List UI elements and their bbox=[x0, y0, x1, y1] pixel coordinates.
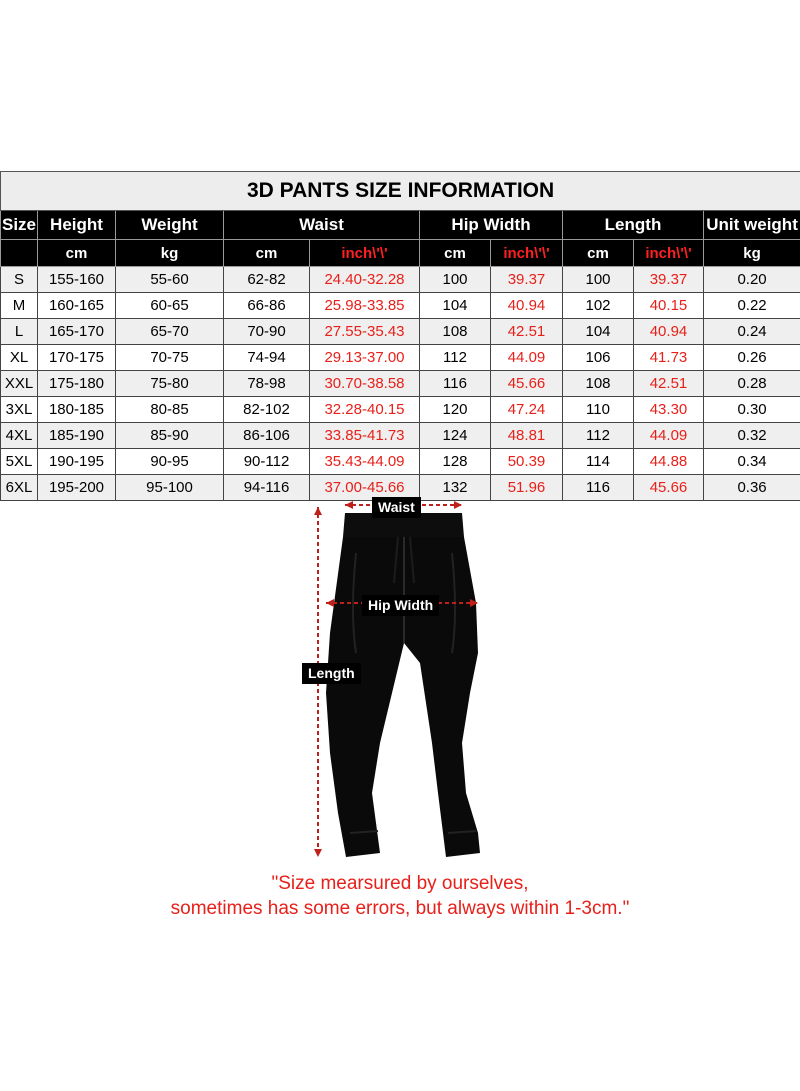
table-cell: 90-95 bbox=[116, 449, 224, 475]
unit-weight: kg bbox=[116, 240, 224, 267]
table-cell: 160-165 bbox=[38, 293, 116, 319]
table-cell: 66-86 bbox=[224, 293, 310, 319]
table-cell: 86-106 bbox=[224, 423, 310, 449]
table-row bbox=[1, 293, 800, 319]
table-cell: 0.22 bbox=[704, 293, 800, 319]
unit-length-inch: inch\'\' bbox=[634, 240, 704, 267]
unit-unit-weight: kg bbox=[704, 240, 800, 267]
table-cell: 55-60 bbox=[116, 267, 224, 293]
table-cell: XXL bbox=[1, 371, 38, 397]
size-table bbox=[0, 171, 800, 501]
table-cell: 116 bbox=[563, 475, 634, 501]
table-cell: 50.39 bbox=[491, 449, 563, 475]
note-line-1: "Size mearsured by ourselves, bbox=[271, 873, 529, 894]
table-cell: 112 bbox=[563, 423, 634, 449]
table-row bbox=[1, 319, 800, 345]
header-size: Size bbox=[1, 211, 38, 240]
table-cell: 5XL bbox=[1, 449, 38, 475]
table-cell: 108 bbox=[563, 371, 634, 397]
table-cell: 104 bbox=[420, 293, 491, 319]
unit-waist-inch: inch\'\' bbox=[310, 240, 420, 267]
table-cell: 43.30 bbox=[634, 397, 704, 423]
table-cell: 41.73 bbox=[634, 345, 704, 371]
table-cell: 95-100 bbox=[116, 475, 224, 501]
table-cell: 195-200 bbox=[38, 475, 116, 501]
table-cell: 40.94 bbox=[634, 319, 704, 345]
unit-waist-cm: cm bbox=[224, 240, 310, 267]
unit-hip-cm: cm bbox=[420, 240, 491, 267]
unit-size-blank bbox=[1, 240, 38, 267]
table-cell: 70-90 bbox=[224, 319, 310, 345]
table-cell: 45.66 bbox=[634, 475, 704, 501]
table-cell: 74-94 bbox=[224, 345, 310, 371]
table-cell: 128 bbox=[420, 449, 491, 475]
table-cell: 51.96 bbox=[491, 475, 563, 501]
table-cell: 0.20 bbox=[704, 267, 800, 293]
table-cell: 42.51 bbox=[634, 371, 704, 397]
table-cell: 132 bbox=[420, 475, 491, 501]
table-cell: 44.88 bbox=[634, 449, 704, 475]
table-cell: 124 bbox=[420, 423, 491, 449]
table-cell: 44.09 bbox=[491, 345, 563, 371]
header-height: Height bbox=[38, 211, 116, 240]
table-cell: 30.70-38.58 bbox=[310, 371, 420, 397]
table-cell: 70-75 bbox=[116, 345, 224, 371]
table-cell: 42.51 bbox=[491, 319, 563, 345]
table-cell: 60-65 bbox=[116, 293, 224, 319]
header-waist: Waist bbox=[224, 211, 420, 240]
table-cell: 0.34 bbox=[704, 449, 800, 475]
table-cell: M bbox=[1, 293, 38, 319]
table-cell: 102 bbox=[563, 293, 634, 319]
table-cell: 116 bbox=[420, 371, 491, 397]
table-cell: 33.85-41.73 bbox=[310, 423, 420, 449]
table-row bbox=[1, 371, 800, 397]
header-row bbox=[1, 211, 800, 240]
table-cell: 0.32 bbox=[704, 423, 800, 449]
table-cell: 35.43-44.09 bbox=[310, 449, 420, 475]
table-cell: 25.98-33.85 bbox=[310, 293, 420, 319]
table-cell: 40.15 bbox=[634, 293, 704, 319]
table-cell: 100 bbox=[563, 267, 634, 293]
table-cell: 75-80 bbox=[116, 371, 224, 397]
table-cell: 104 bbox=[563, 319, 634, 345]
table-cell: 175-180 bbox=[38, 371, 116, 397]
table-row bbox=[1, 267, 800, 293]
table-title: 3D PANTS SIZE INFORMATION bbox=[1, 172, 800, 211]
pants-illustration bbox=[0, 493, 800, 873]
table-cell: 0.30 bbox=[704, 397, 800, 423]
table-cell: 39.37 bbox=[634, 267, 704, 293]
table-cell: S bbox=[1, 267, 38, 293]
table-cell: 45.66 bbox=[491, 371, 563, 397]
table-cell: 3XL bbox=[1, 397, 38, 423]
table-cell: 114 bbox=[563, 449, 634, 475]
header-unit-weight: Unit weight bbox=[704, 211, 800, 240]
table-cell: L bbox=[1, 319, 38, 345]
table-cell: 78-98 bbox=[224, 371, 310, 397]
table-cell: XL bbox=[1, 345, 38, 371]
pants-diagram bbox=[0, 493, 800, 873]
table-row bbox=[1, 449, 800, 475]
unit-row bbox=[1, 240, 800, 267]
table-cell: 82-102 bbox=[224, 397, 310, 423]
table-cell: 108 bbox=[420, 319, 491, 345]
header-length: Length bbox=[563, 211, 704, 240]
length-label: Length bbox=[302, 663, 361, 684]
table-cell: 0.36 bbox=[704, 475, 800, 501]
table-cell: 80-85 bbox=[116, 397, 224, 423]
header-hip-width: Hip Width bbox=[420, 211, 563, 240]
table-cell: 90-112 bbox=[224, 449, 310, 475]
table-cell: 165-170 bbox=[38, 319, 116, 345]
table-cell: 0.28 bbox=[704, 371, 800, 397]
table-row bbox=[1, 397, 800, 423]
waist-label: Waist bbox=[372, 497, 421, 518]
table-cell: 0.26 bbox=[704, 345, 800, 371]
table-cell: 110 bbox=[563, 397, 634, 423]
header-weight: Weight bbox=[116, 211, 224, 240]
table-cell: 180-185 bbox=[38, 397, 116, 423]
table-cell: 100 bbox=[420, 267, 491, 293]
table-cell: 94-116 bbox=[224, 475, 310, 501]
table-cell: 4XL bbox=[1, 423, 38, 449]
table-cell: 112 bbox=[420, 345, 491, 371]
table-cell: 155-160 bbox=[38, 267, 116, 293]
table-cell: 120 bbox=[420, 397, 491, 423]
unit-hip-inch: inch\'\' bbox=[491, 240, 563, 267]
table-cell: 106 bbox=[563, 345, 634, 371]
table-cell: 44.09 bbox=[634, 423, 704, 449]
note-line-2: sometimes has some errors, but always within 1-3cm." bbox=[170, 898, 630, 919]
table-cell: 48.81 bbox=[491, 423, 563, 449]
unit-length-cm: cm bbox=[563, 240, 634, 267]
table-cell: 37.00-45.66 bbox=[310, 475, 420, 501]
table-cell: 0.24 bbox=[704, 319, 800, 345]
unit-height: cm bbox=[38, 240, 116, 267]
table-cell: 24.40-32.28 bbox=[310, 267, 420, 293]
table-cell: 185-190 bbox=[38, 423, 116, 449]
table-cell: 39.37 bbox=[491, 267, 563, 293]
table-row bbox=[1, 345, 800, 371]
table-cell: 6XL bbox=[1, 475, 38, 501]
table-cell: 32.28-40.15 bbox=[310, 397, 420, 423]
table-cell: 47.24 bbox=[491, 397, 563, 423]
table-cell: 27.55-35.43 bbox=[310, 319, 420, 345]
table-cell: 85-90 bbox=[116, 423, 224, 449]
table-cell: 62-82 bbox=[224, 267, 310, 293]
table-row bbox=[1, 423, 800, 449]
table-cell: 40.94 bbox=[491, 293, 563, 319]
table-cell: 190-195 bbox=[38, 449, 116, 475]
table-cell: 29.13-37.00 bbox=[310, 345, 420, 371]
table-cell: 170-175 bbox=[38, 345, 116, 371]
table-cell: 65-70 bbox=[116, 319, 224, 345]
hip-width-label: Hip Width bbox=[362, 595, 439, 616]
